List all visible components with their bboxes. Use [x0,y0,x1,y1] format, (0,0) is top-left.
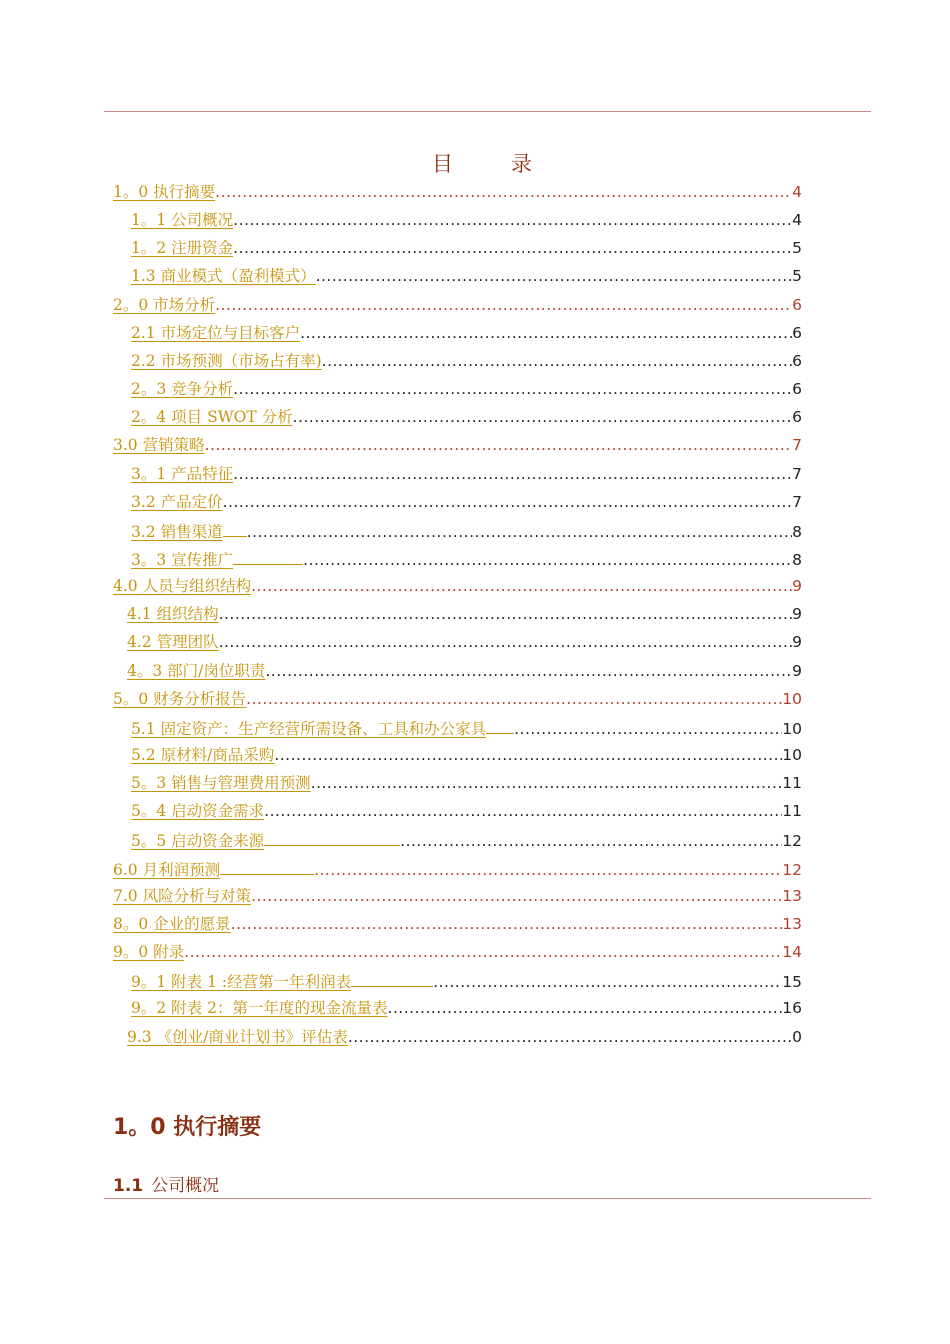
toc-page-number: 14 [782,943,802,962]
toc-entry[interactable] [131,713,802,741]
toc-entry[interactable] [131,516,802,544]
toc-entry-label[interactable]: 5。3 销售与管理费用预测 [131,774,311,793]
toc-leader-dots [322,347,792,375]
toc-entry[interactable] [131,825,802,853]
toc-entry[interactable] [131,488,802,516]
toc-entry[interactable] [113,854,802,882]
toc-page-number: 0 [792,1027,802,1046]
toc-page-number: 5 [792,239,802,258]
toc-leader-dots [311,769,783,797]
toc-leader-dots [251,882,782,910]
toc-leader-dots [223,488,793,516]
toc-entry[interactable] [113,882,802,910]
toc-entry-label[interactable]: 4.0 人员与组织结构 [113,577,252,596]
toc-entry[interactable] [131,769,802,797]
toc-entry-label[interactable]: 3.2 销售渠道 [131,522,223,541]
toc-entry[interactable] [131,403,802,431]
toc-page-number: 5 [792,267,802,286]
toc-entry[interactable] [113,572,802,600]
header-rule [104,111,871,112]
toc-entry[interactable] [131,375,802,403]
toc-entry-underline-pad [223,516,247,537]
toc-page-number: 8 [792,550,802,569]
toc-entry-underline-pad [351,966,433,987]
section-heading: 1。0 执行摘要 [113,1115,262,1140]
toc-page-number: 9 [792,661,802,680]
toc-leader-dots [264,797,782,825]
toc-entry[interactable] [131,797,802,825]
toc-entry[interactable] [113,910,802,938]
toc-entry[interactable] [113,431,802,459]
subsection-heading [113,1171,219,1196]
header-rule-bottom [104,1198,871,1199]
toc-page-number: 9 [792,633,802,652]
toc-leader-dots [433,968,782,996]
toc-entry-label[interactable]: 2。3 竞争分析 [131,380,234,399]
toc-entry-label[interactable]: 3。3 宣传推广 [131,550,234,569]
toc-page-number: 12 [782,832,802,851]
toc-entry-label[interactable]: 5。0 财务分析报告 [113,689,247,708]
toc-page-number: 6 [792,323,802,342]
toc-entry-label[interactable]: 5.1 固定资产：生产经营所需设备、工具和办公家具 [131,719,487,738]
toc-entry[interactable] [131,994,802,1022]
toc-entry-label[interactable]: 9。2 附表 2：第一年度的现金流量表 [131,999,388,1018]
toc-leader-dots [219,628,793,656]
toc-entry-label[interactable]: 1。2 注册资金 [131,239,234,258]
toc-leader-dots [184,938,782,966]
toc-entry-label[interactable]: 2.1 市场定位与目标客户 [131,323,301,342]
toc-entry-label[interactable]: 3.0 营销策略 [113,436,205,455]
toc-page-number: 10 [782,719,802,738]
toc-entry[interactable] [131,234,802,262]
toc-entry-underline-pad [486,713,514,734]
toc-page-number: 9 [792,605,802,624]
toc-leader-dots [233,375,792,403]
toc-entry-label[interactable]: 4.2 管理团队 [127,633,219,652]
toc-entry-underline-pad [233,544,303,565]
toc-leader-dots [219,600,793,628]
toc-leader-dots [514,715,782,743]
subsection-number: 1.1 [113,1176,144,1196]
toc-entry[interactable] [113,938,802,966]
toc-entry-underline-pad [220,854,314,875]
toc-page-number: 4 [792,183,802,201]
toc-entry-label[interactable]: 1。0 执行摘要 [113,183,216,201]
toc-entry-label[interactable]: 5.2 原材料/商品采购 [131,746,275,764]
toc-entry-label[interactable]: 2。4 项目 SWOT 分析 [131,408,293,427]
toc-leader-dots [231,910,783,938]
toc-entry[interactable] [113,291,802,319]
toc-leader-dots [251,572,792,600]
toc-leader-dots [314,856,782,884]
toc-leader-dots [316,262,793,290]
toc-entry[interactable] [131,319,802,347]
toc-entry[interactable] [127,600,802,628]
toc-page-number: 10 [782,746,802,764]
toc-entry[interactable] [127,628,802,656]
toc-page-number: 7 [792,492,802,511]
toc-page-number: 15 [782,973,802,992]
toc-page-number: 7 [792,464,802,483]
toc-entry[interactable] [131,966,802,994]
toc-title [0,148,950,178]
toc-entry[interactable] [127,657,802,685]
toc-page-number: 6 [792,380,802,399]
toc-entry-label[interactable]: 2.2 市场预测（市场占有率) [131,351,322,370]
toc-entry[interactable] [131,262,802,290]
toc-leader-dots [400,827,782,855]
toc-entry-label[interactable]: 1.3 商业模式（盈利模式） [131,267,316,286]
toc-leader-dots [205,431,793,459]
toc-leader-dots [274,741,782,769]
toc-page-number: 12 [782,860,802,879]
toc-entry-label[interactable]: 2。0 市场分析 [113,295,216,314]
toc-entry-label[interactable]: 1。1 公司概况 [131,211,234,230]
toc-entry-label[interactable]: 6.0 月利润预测 [113,860,221,879]
toc-leader-dots [293,403,793,431]
toc-page-number: 9 [792,577,802,596]
toc-entry[interactable] [131,741,802,769]
toc-page-number: 16 [782,999,802,1018]
toc-entry-label[interactable]: 3.2 产品定价 [131,492,223,511]
toc-entry-label[interactable]: 9。0 附录 [113,943,185,962]
toc-leader-dots [233,460,792,488]
toc-leader-dots [265,657,792,685]
toc-entry-label[interactable]: 8。0 企业的愿景 [113,914,231,933]
toc-entry[interactable] [131,206,802,234]
toc-entry-label[interactable]: 4。3 部门/岗位职责 [127,661,266,680]
toc-page-number: 10 [782,689,802,708]
toc-leader-dots [233,234,792,262]
toc-leader-dots [247,518,793,546]
toc-entry[interactable] [113,178,802,206]
toc-page-number: 13 [782,914,802,933]
toc-leader-dots [215,178,792,206]
toc-entry-label[interactable]: 5。4 启动资金需求 [131,802,265,821]
toc-leader-dots [246,685,782,713]
toc-page-number: 7 [792,436,802,455]
toc-title-char-1: 目 [432,152,453,176]
toc-entry[interactable] [131,347,802,375]
toc-entry-label[interactable]: 3。1 产品特征 [131,464,234,483]
toc-entry[interactable] [131,460,802,488]
toc-entry-underline-pad [264,825,400,846]
toc-leader-dots [300,319,792,347]
toc-leader-dots [215,291,792,319]
toc-entry[interactable] [127,1023,802,1051]
toc-leader-dots [233,206,792,234]
toc-entry-label[interactable]: 9.3 《创业/商业计划书》评估表 [127,1027,348,1046]
toc-page-number: 4 [792,211,802,230]
toc-leader-dots [303,546,792,574]
toc-entry-label[interactable]: 5。5 启动资金来源 [131,832,265,851]
toc-page-number: 6 [792,408,802,427]
toc-title-char-2: 录 [511,152,532,176]
toc-page-number: 6 [792,295,802,314]
toc-entry[interactable] [113,685,802,713]
toc-page-number: 6 [792,351,802,370]
toc-leader-dots [387,994,782,1022]
toc-page-number: 8 [792,522,802,541]
toc-entry-label[interactable]: 7.0 风险分析与对策 [113,886,252,905]
subsection-title: 公司概况 [151,1176,220,1196]
toc-entry-label[interactable]: 9。1 附表 1 :经营第一年利润表 [131,973,352,992]
toc-page-number: 11 [782,802,802,821]
toc-entry-label[interactable]: 4.1 组织结构 [127,605,219,624]
toc-entry[interactable] [131,544,802,572]
toc-page-number: 11 [782,774,802,793]
toc-leader-dots [348,1023,792,1051]
toc-page-number: 13 [782,886,802,905]
